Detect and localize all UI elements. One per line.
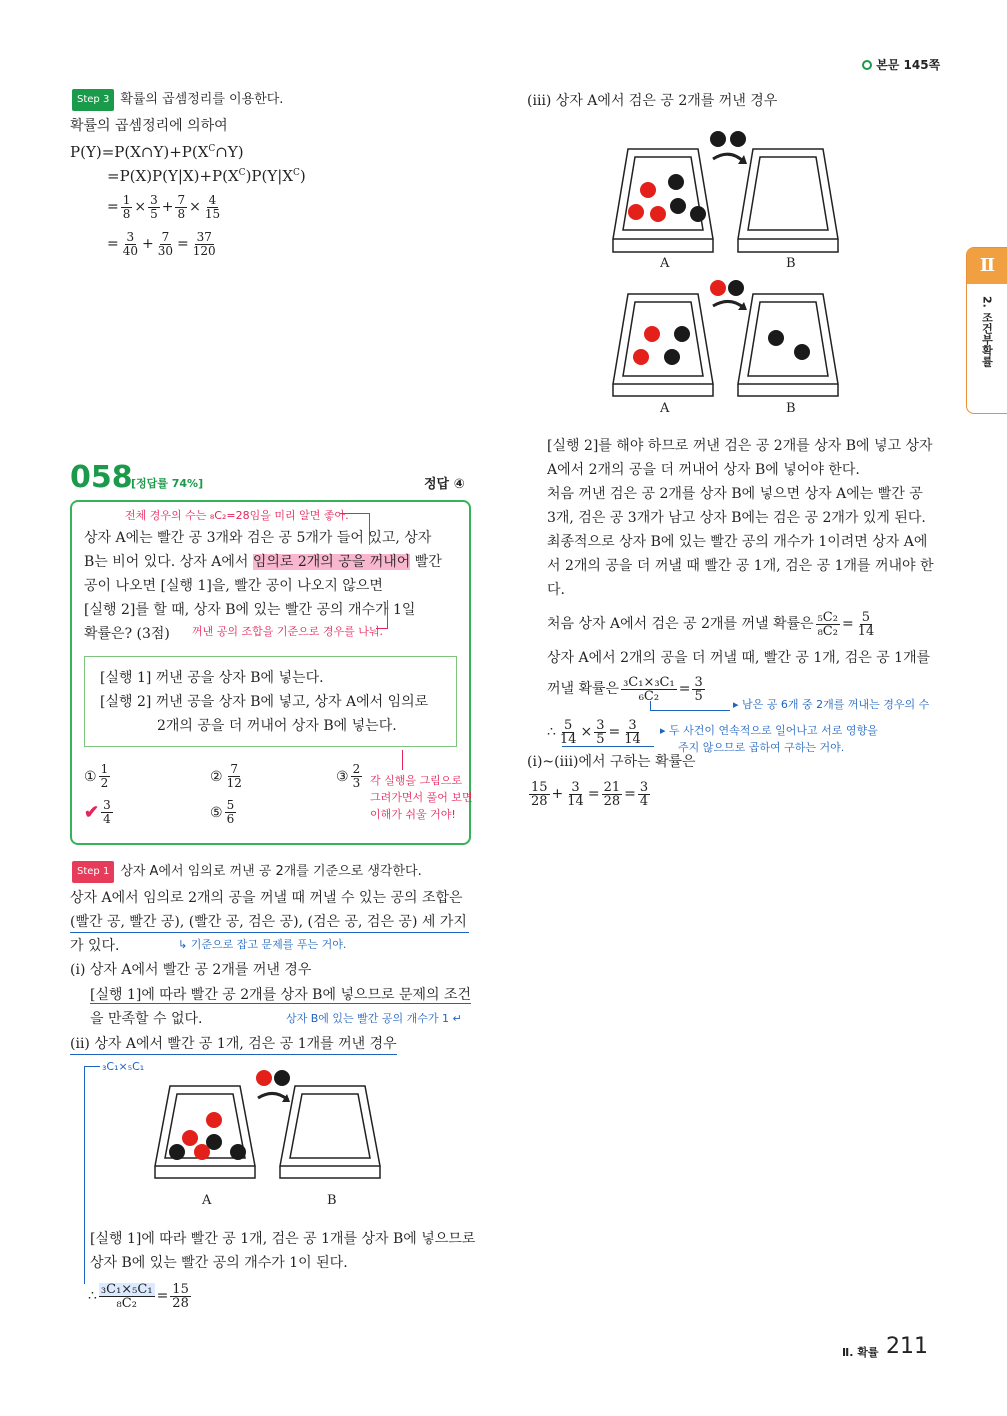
red-ball <box>182 1130 198 1146</box>
note-side: 각 실행을 그림으로 그려가면서 풀어 보면 이해가 쉬울 거야! <box>370 774 473 821</box>
black-ball <box>768 330 784 346</box>
note-mid: 꺼낸 공의 조합을 기준으로 경우를 나눠. <box>192 625 383 638</box>
step1-heading: Step 1 상자 A에서 임의로 꺼낸 공 2개를 기준으로 생각한다. <box>72 861 422 883</box>
highlight-phrase: 임의로 2개의 공을 꺼내어 <box>252 554 411 570</box>
case2-eq: ∴ $\frac{\text{₃C₁×₅C₁}}{\text{₈C₂}}$ = $\frac{15}{28}$ <box>88 1281 189 1311</box>
page-number: 211 <box>886 1334 928 1359</box>
left-eq1: = $\frac{1}{8}$ × $\frac{3}{5}$ + $\frac{7}{8}$ × $\frac{4}{15}$ <box>107 192 221 221</box>
step1-p3: 가 있다. <box>70 938 120 954</box>
box-a <box>155 1086 255 1178</box>
arrow-icon: ↵ <box>449 1012 462 1025</box>
note-mid-arrow <box>376 600 388 629</box>
problem-text3: 공이 나오면 [실행 1]을, 빨간 공이 나오지 않으면 <box>84 578 383 594</box>
case1-l1: [실행 1]에 따라 빨간 공 2개를 상자 B에 넣으므로 문제의 조건 <box>90 987 472 1003</box>
step1-p2: (빨간 공, 빨간 공), (빨간 공, 검은 공), (검은 공, 검은 공) 세 가지 <box>70 912 469 933</box>
side-tab-chapter: 2. 조건부확률 <box>980 296 994 367</box>
black-ball <box>169 1144 185 1160</box>
box-b <box>280 1086 380 1178</box>
step3-badge: Step 3 <box>72 89 114 111</box>
red-ball <box>650 206 666 222</box>
left-line1: 확률의 곱셈정리에 의하여 <box>70 118 228 134</box>
right-p11: ∴ $\frac{5}{14}$ × $\frac{3}{5}$ = $\frac{3}{14}$ <box>547 717 641 747</box>
side-tab-roman: Ⅱ <box>967 248 1007 284</box>
red-ball <box>640 182 656 198</box>
left-line3: $=P(X)P(Y|X)+P(X^C)P(Y|X^C)$ <box>107 167 306 185</box>
right-p10: 꺼낼 확률은 $\frac{\text{₃C₁×₃C₁}}{\text{₆C₂}}$ = $\frac{3}{5}$ <box>547 674 703 704</box>
right-p1: [실행 2]를 해야 하므로 꺼낸 검은 공 2개를 상자 B에 넣고 상자 <box>547 438 933 454</box>
case3-title: (ⅲ) 상자 A에서 검은 공 2개를 꺼낸 경우 <box>527 93 778 109</box>
move-arrow <box>258 1093 288 1100</box>
problem-text5: 확률은? (3점) <box>84 626 170 642</box>
rule1: [실행 1] 꺼낸 공을 상자 B에 넣는다. <box>100 670 324 686</box>
note-side-arrow <box>402 750 403 770</box>
problem-text1: 상자 A에는 빨간 공 3개와 검은 공 5개가 들어 있고, 상자 <box>84 530 432 546</box>
case1-l2: 을 만족할 수 없다. <box>90 1011 203 1027</box>
choice-2[interactable]: ② $\frac{7}{12}$ <box>210 762 242 790</box>
red-ball <box>633 349 649 365</box>
box-label-a: A <box>660 401 670 416</box>
red-ball <box>710 280 726 296</box>
case2-title: (ⅱ) 상자 A에서 빨간 공 1개, 검은 공 1개를 꺼낸 경우 <box>70 1034 397 1055</box>
black-ball <box>664 349 680 365</box>
right-final: $\frac{15}{28}$ + $\frac{3}{14}$ = $\frac{21}{28}$ = $\frac{3}{4}$ <box>531 779 649 809</box>
rule3: 2개의 공을 더 꺼내어 상자 B에 넣는다. <box>157 718 397 734</box>
right-p6: 서 2개의 공을 더 꺼낼 때 빨간 공 1개, 검은 공 1개를 꺼내야 한 <box>547 558 934 574</box>
step1-p1: 상자 A에서 임의로 2개의 공을 꺼낼 때 꺼낼 수 있는 공의 조합은 <box>70 890 463 906</box>
note-p3: ↳ 기준으로 잡고 문제를 푸는 거야. <box>178 938 347 951</box>
choice-5[interactable]: ⑤ $\frac{5}{6}$ <box>210 798 235 826</box>
red-ball <box>206 1112 222 1128</box>
step1-badge: Step 1 <box>72 861 114 883</box>
black-ball <box>674 326 690 342</box>
case1-note: 상자 B에 있는 빨간 공의 개수가 1 ↵ <box>286 1012 462 1025</box>
problem-text2: B는 비어 있다. 상자 A에서 임의로 2개의 공을 꺼내어 빨간 <box>84 554 442 570</box>
check-icon: ✔ <box>84 802 100 823</box>
arrow-icon: ▸ <box>660 724 670 737</box>
note1: ▸ 남은 공 6개 중 2개를 꺼내는 경우의 수 <box>733 698 930 711</box>
black-ball <box>670 198 686 214</box>
note2-underline <box>562 746 654 747</box>
left-eq2: = $\frac{3}{40}$ + $\frac{7}{30}$ = $\frac{37}{120}$ <box>107 229 216 258</box>
figure-case2 <box>150 1066 390 1206</box>
box-label-a: A <box>660 256 670 271</box>
problem-text4: [실행 2]를 할 때, 상자 B에 있는 빨간 공의 개수가 1일 <box>84 602 416 618</box>
black-ball <box>668 174 684 190</box>
arrow-icon: ▸ <box>733 698 743 711</box>
step3-heading: Step 3 확률의 곱셈정리를 이용한다. <box>72 89 283 111</box>
box-label-b: B <box>327 1193 337 1208</box>
black-ball <box>690 206 706 222</box>
figure-case3-top <box>608 124 848 264</box>
black-ball <box>730 131 746 147</box>
black-ball <box>230 1144 246 1160</box>
red-ball <box>256 1070 272 1086</box>
red-ball <box>194 1144 210 1160</box>
red-ball <box>644 326 660 342</box>
box-label-a: A <box>202 1193 212 1208</box>
right-p4: 3개, 검은 공 3개가 남고 상자 B에는 검은 공 2개가 있게 된다. <box>547 510 926 526</box>
case2-l2: 상자 B에 있는 빨간 공의 개수가 1이 된다. <box>90 1255 348 1271</box>
right-p7: 다. <box>547 582 565 598</box>
problem-number: 058 <box>70 460 133 495</box>
choice-1[interactable]: ① $\frac{1}{2}$ <box>84 762 109 790</box>
right-p2: A에서 2개의 공을 더 꺼내어 상자 B에 넣어야 한다. <box>547 462 860 478</box>
footer-section: Ⅱ. 확률 <box>842 1346 879 1359</box>
left-line2: $P(Y)=P(X\cap Y)+P(X^C\cap Y)$ <box>70 143 244 161</box>
right-p8: 처음 상자 A에서 검은 공 2개를 꺼낼 확률은 $\frac{\text{₅C₂}}{\text{₈C₂}}$ = $\frac{5}{14}$ <box>547 609 875 639</box>
right-p3: 처음 꺼낸 검은 공 2개를 상자 B에 넣으면 상자 A에는 빨간 공 <box>547 486 923 502</box>
note2: ▸ 두 사건이 연속적으로 일어나고 서로 영향을 주지 않으므로 곱하여 구하는 거야. <box>660 724 878 754</box>
problem-answer: 정답 ④ <box>424 477 465 492</box>
black-ball <box>274 1070 290 1086</box>
note1-bracket <box>650 701 730 711</box>
figure-case3-bottom <box>608 272 848 402</box>
bracket-line <box>84 1066 100 1284</box>
choice-4[interactable]: ✔ $\frac{3}{4}$ <box>84 798 111 826</box>
black-ball <box>794 344 810 360</box>
page-ref: 본문 145쪽 <box>862 56 940 73</box>
circle-icon <box>862 60 872 70</box>
black-ball <box>710 131 726 147</box>
rule2: [실행 2] 꺼낸 공을 상자 B에 넣고, 상자 A에서 임의로 <box>100 694 429 710</box>
right-p5: 최종적으로 상자 B에 있는 빨간 공의 개수가 1이려면 상자 A에 <box>547 534 928 550</box>
case1-title: (ⅰ) 상자 A에서 빨간 공 2개를 꺼낸 경우 <box>70 962 312 978</box>
note-top: 전체 경우의 수는 ₈C₂=28임을 미리 알면 좋아. <box>125 509 349 522</box>
choice-3[interactable]: ③ $\frac{2}{3}$ <box>336 762 361 790</box>
problem-rate: [정답률 74%] <box>131 477 204 490</box>
side-tab <box>966 247 1007 414</box>
right-p9: 상자 A에서 2개의 공을 더 꺼낼 때, 빨간 공 1개, 검은 공 1개를 <box>547 650 931 666</box>
right-p12: (ⅰ)~(ⅲ)에서 구하는 확률은 <box>527 754 696 770</box>
arrow-icon: ↳ <box>178 938 191 951</box>
box-label-b: B <box>786 256 796 271</box>
box-label-b: B <box>786 401 796 416</box>
case2-note: ₃C₁×₅C₁ <box>102 1060 145 1073</box>
black-ball <box>728 280 744 296</box>
red-ball <box>628 204 644 220</box>
case2-l1: [실행 1]에 따라 빨간 공 1개, 검은 공 1개를 상자 B에 넣으므로 <box>90 1231 476 1247</box>
